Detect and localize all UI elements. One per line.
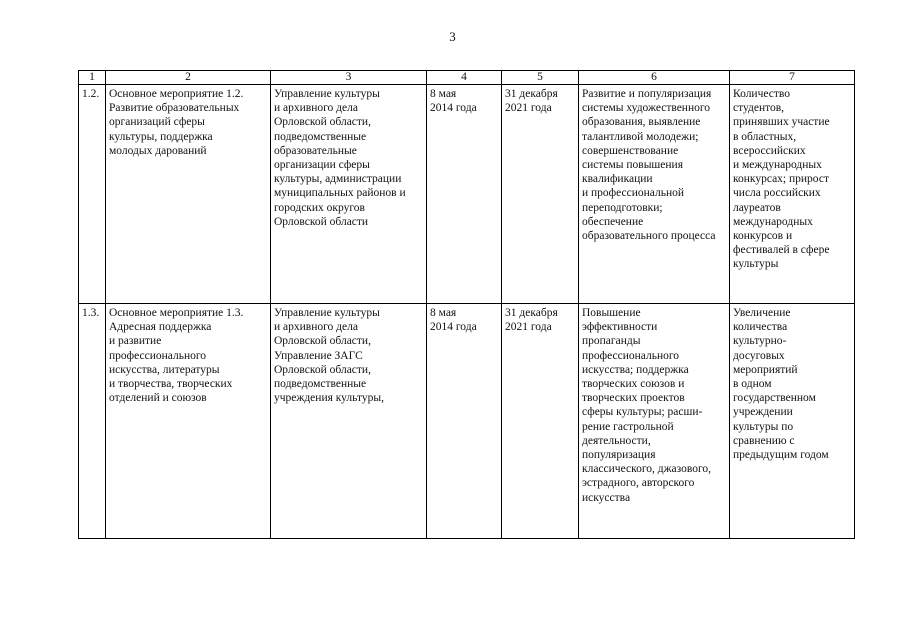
column-header: 4: [427, 71, 502, 85]
table-row: [79, 304, 855, 539]
event-cell: Основное мероприятие 1.2. Развитие образовательных организаций сферы культуры, поддержка молодых дарований: [106, 85, 271, 304]
activities-table: [78, 70, 855, 539]
executor-cell: Управление культуры и архивного дела Орловской области, подведомственные образовательные организации сферы культуры, администрации муниципальных районов и городских округов Орловской области: [271, 85, 427, 304]
column-header: 1: [79, 71, 106, 85]
expected-result-cell: Повышение эффективности пропаганды профессионального искусства; поддержка творческих союзов и творческих проектов сферы культуры; расши- рение гастрольной деятельности, популяризация классического, джазового, эстрадного, авторского искусства: [579, 304, 730, 539]
column-header: 2: [106, 71, 271, 85]
row-number-cell: 1.3.: [79, 304, 106, 539]
column-header: 3: [271, 71, 427, 85]
executor-cell: Управление культуры и архивного дела Орловской области, Управление ЗАГС Орловской области, подведомственные учреждения культуры,: [271, 304, 427, 539]
expected-result-cell: Развитие и популяризация системы художественного образования, выявление талантливой молодежи; совершенствование системы повышения квалификации и профессиональной переподготовки; обеспечение образовательного процесса: [579, 85, 730, 304]
column-header: 5: [502, 71, 579, 85]
column-number-row: [79, 71, 855, 85]
end-date-cell: 31 декабря 2021 года: [502, 304, 579, 539]
indicator-cell: Увеличение количества культурно- досуговых мероприятий в одном государственном учреждении культуры по сравнению с предыдущим годом: [730, 304, 855, 539]
event-cell: Основное мероприятие 1.3. Адресная поддержка и развитие профессионального искусства, литературы и творчества, творческих отделений и союзов: [106, 304, 271, 539]
table-row: [79, 85, 855, 304]
indicator-cell: Количество студентов, принявших участие в областных, всероссийских и международных конкурсах; прирост числа российских лауреатов международных конкурсов и фестивалей в сфере культуры: [730, 85, 855, 304]
column-header: 6: [579, 71, 730, 85]
row-number-cell: 1.2.: [79, 85, 106, 304]
end-date-cell: 31 декабря 2021 года: [502, 85, 579, 304]
column-header: 7: [730, 71, 855, 85]
start-date-cell: 8 мая 2014 года: [427, 304, 502, 539]
page-number: 3: [449, 29, 456, 44]
start-date-cell: 8 мая 2014 года: [427, 85, 502, 304]
